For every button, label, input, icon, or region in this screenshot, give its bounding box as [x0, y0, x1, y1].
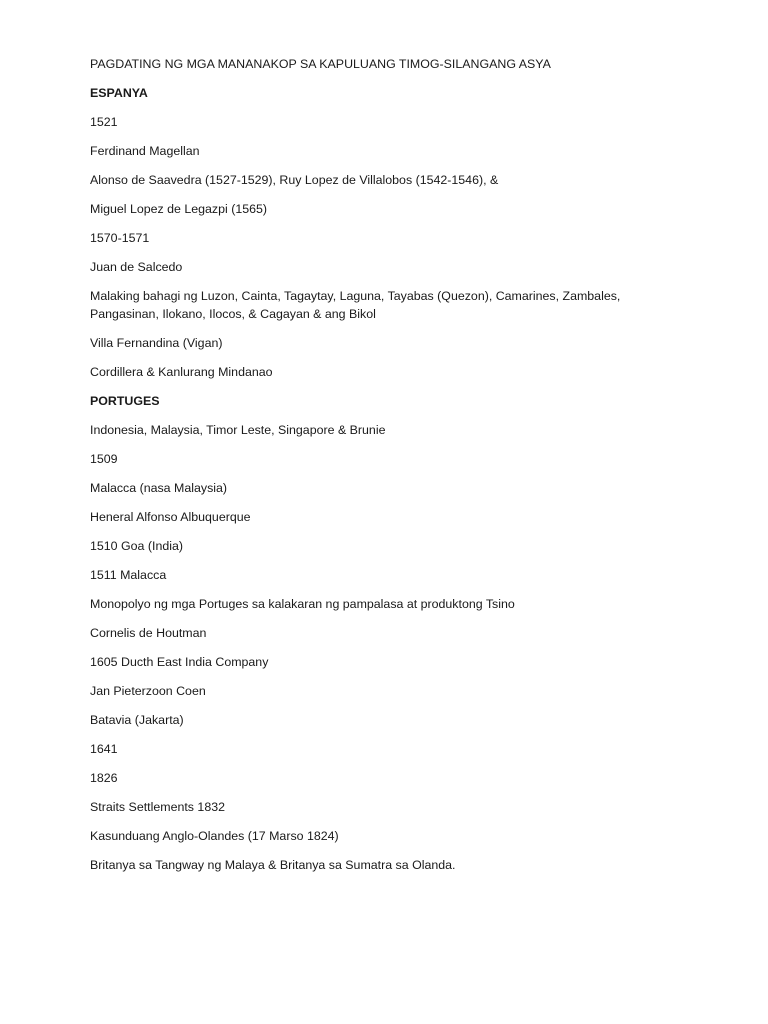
paragraph: Cornelis de Houtman	[90, 626, 207, 640]
paragraph: Straits Settlements 1832	[90, 800, 225, 814]
paragraph: 1509	[90, 452, 118, 466]
paragraph: Cordillera & Kanlurang Mindanao	[90, 365, 273, 379]
paragraph: Malaking bahagi ng Luzon, Cainta, Tagaytay, Laguna, Tayabas (Quezon), Camarines, Zambales, Pangasinan, Ilokano, Ilocos, & Cagayan & ang Bikol	[90, 289, 621, 321]
paragraph: Batavia (Jakarta)	[90, 713, 184, 727]
paragraph: Villa Fernandina (Vigan)	[90, 336, 223, 350]
paragraph: 1510 Goa (India)	[90, 539, 183, 553]
paragraph: 1511 Malacca	[90, 568, 167, 582]
paragraph: Juan de Salcedo	[90, 260, 183, 274]
paragraph: Malacca (nasa Malaysia)	[90, 481, 228, 495]
paragraph: Heneral Alfonso Albuquerque	[90, 510, 251, 524]
paragraph: 1570-1571	[90, 231, 150, 245]
document-body	[90, 55, 650, 885]
paragraph: 1641	[90, 742, 118, 756]
paragraph: Ferdinand Magellan	[90, 144, 200, 158]
document-title: PAGDATING NG MGA MANANAKOP SA KAPULUANG TIMOG-SILANGANG ASYA	[90, 57, 551, 71]
paragraph: Alonso de Saavedra (1527-1529), Ruy Lopez de Villalobos (1542-1546), &	[90, 173, 499, 187]
section-heading: ESPANYA	[90, 86, 148, 100]
section-heading: PORTUGES	[90, 394, 160, 408]
paragraph: Miguel Lopez de Legazpi (1565)	[90, 202, 268, 216]
paragraph: Indonesia, Malaysia, Timor Leste, Singapore & Brunie	[90, 423, 386, 437]
paragraph: Monopolyo ng mga Portuges sa kalakaran ng pampalasa at produktong Tsino	[90, 597, 515, 611]
paragraph: Kasunduang Anglo-Olandes (17 Marso 1824)	[90, 829, 339, 843]
paragraph: 1605 Ducth East India Company	[90, 655, 269, 669]
paragraph: 1521	[90, 115, 118, 129]
paragraph: 1826	[90, 771, 118, 785]
paragraph: Britanya sa Tangway ng Malaya & Britanya sa Sumatra sa Olanda.	[90, 858, 456, 872]
paragraph: Jan Pieterzoon Coen	[90, 684, 206, 698]
